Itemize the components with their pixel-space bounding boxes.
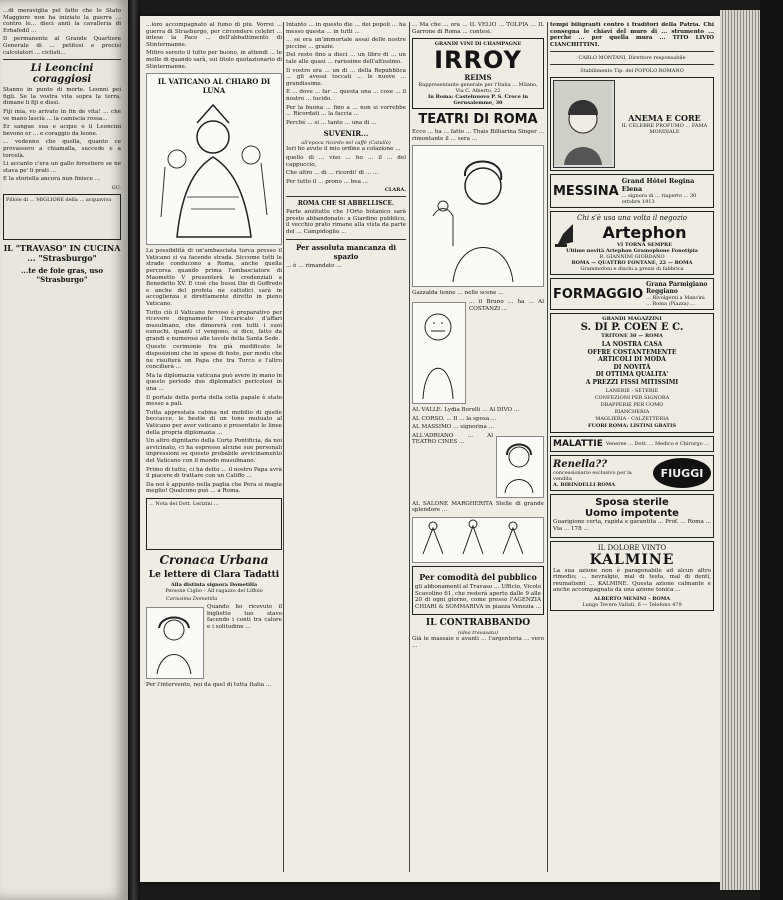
kalmine-agent: ALBERTO MENINI – ROMA bbox=[593, 595, 671, 602]
formaggio-title: FORMAGGIO bbox=[553, 286, 644, 302]
left-paragraph: ...di meraviglia pel fatto che lo Stato Maggiore non ha iniziato la guerra ... contro le... dieci anni la cavalleria di Erbafedil ... bbox=[3, 8, 121, 34]
column-rule bbox=[409, 22, 410, 872]
note-text: ... Nota del Dott. Lerizini ... bbox=[149, 500, 219, 507]
roma-text: Parte anzitutto che l'Orto botanico sarà presto abbandonato: a Giardino pubblico, il vecchio prato rimane alla vista da parte del ... Campidoglio ... bbox=[286, 209, 406, 236]
anema-portrait bbox=[553, 80, 615, 168]
feature-title: Le lettere di Clara Tadatti bbox=[148, 569, 280, 580]
feature-subtitle: Alla distinta signora Dometilla bbox=[170, 581, 258, 588]
left-page bbox=[0, 0, 128, 900]
poem-line: Per tutto il ... prono ... bea ... bbox=[286, 178, 369, 185]
actress-drawing bbox=[413, 146, 543, 284]
left-ad2-subtitle: ...te de foie gras, uso "Strasburgo" bbox=[20, 265, 104, 284]
kalmine-brand: KALMINE bbox=[589, 551, 675, 568]
irroy-line: Rappresentante generale per l'Italia ... Milano, Via C. Alberto, 22 bbox=[418, 82, 538, 95]
magazzini-top: GRANDI MAGAZZINI bbox=[602, 316, 662, 323]
roma-title: ROMA CHE SI ABBELLISCE. bbox=[297, 200, 395, 208]
column-rule bbox=[547, 22, 548, 872]
divider bbox=[550, 64, 714, 65]
anema-title: ANEMA E CORE bbox=[628, 113, 701, 124]
left-paragraph: Fiji mia, vo arivato in fin de vita! ... che ve mano lascià ... la camiscia rossa... bbox=[3, 108, 121, 122]
teatri-paragraph: ... il Bruno ... ha ... Al COSTANZI ... bbox=[469, 298, 544, 312]
formaggio-ad bbox=[550, 278, 714, 310]
clara-signature: CLARA. bbox=[384, 187, 406, 194]
contrabbando-text: Già le massaie e avanti ... l'argenteria ... vero ... bbox=[412, 636, 544, 649]
left-paragraph: Il permanente al Grande Quartiere Generale di ... petitosi e precisi calcolatori ... ciclisti... bbox=[3, 36, 121, 56]
divider bbox=[3, 59, 121, 60]
teatri-title: TEATRI DI ROMA bbox=[418, 112, 538, 128]
article-paragraph: La possibilità di un'ambasciata turca presso il Vaticano si va facendo strada. Siccome tutti le strade conducono a Roma, anche quella percorsa quando prima l'ambasciatore di Maometto V presenterà le credenziali a Benedetto XV. E cioè che bussi Dio di Goffredo e anche del profeta ne cattolici sarà in accoglienza e direttamente diretto in pieno Vaticano. bbox=[146, 248, 282, 307]
artephon-address: ROMA — QUATTRO FONTANE, 22 — ROMA bbox=[571, 260, 693, 267]
greeting: Carissima Dometilla bbox=[166, 595, 218, 602]
pubblico-box bbox=[412, 566, 544, 615]
background-right bbox=[760, 0, 783, 900]
article-paragraph: Tutta apprestata cabina nel mobilio di quelle beccacce, le bestie di un tono mutuato al Vaticano per aver vaticano e presentato le linee della propria diplomazia ... bbox=[146, 409, 282, 436]
carlo-line: CARLO MONTANI, Direttore responsabile bbox=[578, 55, 686, 62]
footer-text: ... è ... rimandato ... bbox=[286, 262, 342, 269]
magazzini-category: LANERIE - SETERIE bbox=[605, 388, 659, 395]
uomo-title: Uomo impotente bbox=[585, 508, 679, 520]
feature-paragraph: Per l'intervento, noi da quel di tutta Italia ... bbox=[146, 681, 272, 688]
dancers-illustration bbox=[412, 517, 544, 563]
fiuggi-logo: FIUGGI bbox=[653, 458, 711, 488]
article-paragraph: Primo di tutto, ci ha detto ... il nostro Papa avrà il piacere di trattare con un Califfo ... bbox=[146, 466, 282, 480]
teatri-paragraph: AL VALLE. Lydia Borelli ... Al DIVO ... bbox=[412, 406, 520, 413]
teatri-paragraph: ALL'ADRIANO ... Al TEATRO CINES ... bbox=[412, 432, 493, 446]
sposa-text: Guarigione certa, rapida e garantita ... Prof. ... Roma ... Via ... 178 ... bbox=[553, 519, 711, 532]
caricature-illustration bbox=[412, 302, 466, 404]
artephon-subtitle: VI TORNA SEMPRE bbox=[616, 241, 673, 248]
gramophone-icon bbox=[553, 222, 575, 248]
teatri-paragraph: Gazzalda tenne ... nelle scene ... bbox=[412, 290, 504, 297]
magazzini-category: MAGLIERIA - CALZETTERIA bbox=[595, 416, 669, 423]
formaggio-text: ... Rivolgersi a Mancini ... Roma (Piazza) ... bbox=[646, 295, 705, 308]
cartoon-drawing bbox=[147, 97, 279, 247]
article-paragraph: Per la buona ... fino a ... non si vorrebbe ... Ricordati ... la faccia ... bbox=[286, 104, 406, 118]
magazzini-line: OFFRE COSTANTEMENTE bbox=[587, 348, 677, 356]
artephon-chi: Chi s'è usa una volta il negozio bbox=[577, 214, 687, 223]
page-edges bbox=[720, 10, 760, 890]
left-paragraph: Er sangue sua e acque e li Leoncini bevono er ... e coraggio da leone. bbox=[3, 124, 121, 137]
contrabbando-subtitle: (idea travasata) bbox=[458, 630, 498, 637]
magazzini-line: DI NOVITÀ bbox=[613, 363, 651, 371]
magazzini-category: FUORI ROMA: LISTINI GRATIS bbox=[588, 423, 676, 430]
article-paragraph: Un altro dignitario della Corte Pontificia, da noi avvicinato, ci ha espresso alcune sue personali impressioni su questo probabile avvicinamento del Vaticano con il mondo musulmano. bbox=[146, 438, 282, 464]
left-paragraph: Li accanto c'era un gallo forestiero se ne stava pe' li prati ... bbox=[3, 161, 121, 174]
feature-subtitle-2: Persone Ciglio – All ragazzo del Liffolo bbox=[165, 587, 263, 594]
left-paragraph: Stanno in punto di morte. Leonni pei figli. Se la vostra vita sopra la terra, dimane li fiji e dissi. bbox=[3, 87, 121, 107]
article-paragraph: Il portale della porta della cella papale è stato messo a pali. bbox=[146, 394, 282, 408]
left-signature: GU. bbox=[111, 184, 121, 191]
artephon-shop: R. GIANNINI GIORDANO bbox=[599, 254, 665, 261]
article-paragraph: Queste cerimonie fra già modificato le disposizioni che in spese di feste, per modo che ne risulterà un Papa che tra Turco e l'altro concilierà ... bbox=[146, 344, 282, 371]
teatri-intro: Ecco ... ha ... fatto ... Thais Billiarina Singer ... rimontante il ... sera ... bbox=[412, 129, 544, 142]
magazzini-line: ARTICOLI DI MODA bbox=[598, 356, 666, 364]
dancers-drawing bbox=[413, 518, 543, 560]
left-ad bbox=[3, 194, 121, 240]
article-paragraph: Tutto ciò il Vaticano fervoso è preparativo per ricevere degnamente l'incaricato d'affari musulmano, che dimorerà con tutti i suoi eunuchi, quanti ci vengono, si dice, fatto da grandi e numerosi alle tavole della Santa Sede. bbox=[146, 309, 282, 342]
anema-ad bbox=[550, 77, 714, 171]
article-paragraph: Intanto ... in questo die ... dei popoli ... ha messo questa ... in tutti ... bbox=[286, 22, 406, 35]
caricature-drawing bbox=[413, 303, 463, 401]
pubblico-title: Per comodità del pubblico bbox=[419, 571, 537, 582]
left-ad2-title: IL "TRAVASO" IN CUCINA ... "Strasburgo" bbox=[3, 242, 121, 263]
malattie-ad bbox=[550, 436, 714, 452]
footer-title: Per assoluta mancanza di spazio bbox=[295, 242, 397, 261]
singer-illustration bbox=[496, 436, 544, 498]
article-paragraph: Mitiro sereito il tutto per buono, in attendi ... le molle di quando sarà, sui titolo quotazionario di Stintermanne. bbox=[146, 50, 282, 70]
article-paragraph: Ma la diplomazia vaticana può avere in mano in questo periodo due diplomatici pericolosi in una ... bbox=[146, 372, 282, 393]
sposa-title: Sposa sterile bbox=[595, 497, 669, 509]
formaggio-brand: Grana Parmigiano Reggiano bbox=[646, 281, 708, 296]
magazzini-line: DI OTTIMA QUALITA' bbox=[595, 371, 669, 379]
article-paragraph: ... se era un'immortale assai delle nostre piccine ... grazie. bbox=[286, 37, 406, 50]
teatri-paragraph: AL MASSIMO ... signorina ... bbox=[412, 424, 495, 431]
teatri-paragraph: AL CORSO. ... Il ... la sposa ... bbox=[412, 415, 497, 422]
divider bbox=[286, 196, 406, 197]
magazzini-offer bbox=[553, 341, 711, 386]
column-1 bbox=[146, 22, 282, 874]
magazzini-ad bbox=[550, 313, 714, 433]
kalmine-text: La sua azione non è paragonabile ad alcun altro rimedio; ... nevralgie, mal di testa, mal di denti, reumatismi ... KALMINE. Questa azione calmante e anche accompagnata da una azione tonica ... bbox=[553, 567, 711, 594]
article-paragraph: ...loro accompagnato al fumo di più. Vorrei ... guerra di Strasburgo, per circondere celebri ... intese la Pace ... dell'abbattimento di Stintermanne. bbox=[146, 22, 282, 48]
article-paragraph: Il vostro era ... un di ... della Repubblica ... gli avessi toccati ... le nuove ... grandissime. bbox=[286, 67, 406, 87]
note-box bbox=[146, 498, 282, 550]
renella-ad bbox=[550, 455, 714, 491]
lady-drawing bbox=[147, 608, 201, 676]
poem-line: Ieri ho avuto il mio ordine a colazione ... bbox=[286, 146, 401, 153]
irroy-city: REIMS bbox=[464, 73, 492, 83]
section-title: Cronaca Urbana bbox=[159, 552, 269, 567]
magazzini-categories bbox=[553, 388, 711, 430]
singer-drawing bbox=[497, 437, 541, 495]
renella-name: A. BIRINDELLI ROMA bbox=[553, 481, 616, 488]
irroy-ad bbox=[412, 38, 544, 109]
renella-title: Renella?? bbox=[553, 458, 608, 470]
magazzini-line: A PREZZI FISSI MITISSIMI bbox=[585, 378, 679, 386]
malattie-text: Veneree ... Dott. ... Medico e Chirurgo ... bbox=[605, 441, 710, 448]
irroy-brand: IRROY bbox=[434, 46, 522, 75]
column-3 bbox=[412, 22, 544, 874]
cartoon-title: IL VATICANO AL CHIARO DI LUNA bbox=[157, 77, 271, 96]
magazzini-category: BIANCHERIA bbox=[614, 409, 650, 416]
actress-illustration bbox=[412, 145, 544, 287]
poem-line: Che altro ... di ... ricordi! di ... ... bbox=[286, 170, 379, 177]
irroy-roma: In Roma: Castelnuovo P. S. Croce in Gerusalemme, 30 bbox=[427, 94, 529, 107]
left-paragraph: ... vedenno che quella, quanto ce provassero a chiamalla, succede e a torcelà. bbox=[3, 139, 121, 159]
article-paragraph: tempi biligranti contro i fraditori della Patria. Chi consegna le chiavi del muro di ... strumento ... perché ... per quella mura ... TITO LIVIO CIANCHITTINI. bbox=[550, 22, 714, 48]
malattie-title: MALATTIE bbox=[553, 439, 603, 450]
kalmine-ad bbox=[550, 541, 714, 611]
artephon-novita: Ultime novità Artephon Gramophone Fonotipia bbox=[566, 248, 698, 255]
book-spine bbox=[128, 0, 140, 900]
vatican-cartoon bbox=[146, 73, 282, 245]
newspaper-page bbox=[140, 16, 720, 882]
anema-subtitle: IL CELEBRE PROFUMO ... FAMA MONDIALE bbox=[621, 123, 708, 136]
poem-line: quello di ... viso ... ho ... il ... del cappuccio, bbox=[286, 154, 406, 168]
column-2 bbox=[286, 22, 406, 874]
magazzini-category: CONFEZIONI PER SIGNORA bbox=[594, 395, 670, 402]
irroy-top: GRANDI VINI DI CHAMPAGNE bbox=[434, 41, 522, 48]
contrabbando-title: IL CONTRABBANDO bbox=[425, 618, 531, 629]
kalmine-address: Lungo Tevere Vallati, 6 — Telefono 479 bbox=[582, 601, 682, 608]
article-paragraph: Da noi è appunto nella paglia che Pera si magia meglio! Qualcuno può ... a Roma. bbox=[146, 481, 282, 495]
article-paragraph: Perché ... si ... tanto ... una di ... bbox=[286, 119, 377, 126]
feature-paragraph: Quando ho ricevuto il biglietto tuo stavo facendo i conti tra calore e i solitudine ... bbox=[207, 603, 282, 630]
column-4 bbox=[550, 22, 714, 874]
left-page-column bbox=[3, 8, 121, 286]
article-paragraph: E ... dove ... far ... questa una ... cose ... il nostro ... lucido. bbox=[286, 89, 406, 102]
magazzini-category: DRAPPERIE PER UOMO bbox=[600, 402, 664, 409]
left-ad-text: Pillole di ... MIGLIORE della ... acquaviva bbox=[6, 196, 112, 203]
dolore-title: IL DOLORE VINTO bbox=[597, 543, 667, 552]
artephon-ad bbox=[550, 211, 714, 275]
renella-subtitle: concessionario esclusivo per la vendita bbox=[553, 469, 632, 482]
lady-illustration bbox=[146, 607, 204, 679]
magazzini-address: TRITONE 30 — ROMA bbox=[601, 333, 663, 340]
artephon-brand: Artephon bbox=[602, 222, 687, 242]
messina-ad bbox=[550, 174, 714, 208]
column-rule bbox=[283, 22, 284, 872]
left-heading: Li Leoncini coraggiosi bbox=[30, 63, 94, 86]
teatri-paragraph: AL SALONE MARGHERITA Stelle di grande splendore ... bbox=[412, 500, 544, 514]
portrait-drawing bbox=[554, 81, 612, 165]
article-paragraph: Del resto fino a dieci ... un libro di ... un tale alle quasi ... rarissime dell'altissimo. bbox=[286, 52, 406, 65]
messina-brand: MESSINA bbox=[553, 183, 619, 199]
divider bbox=[286, 239, 406, 240]
messina-hotel: Grand Hôtel Regina Elena bbox=[621, 177, 695, 194]
magazzini-line: LA NOSTRA CASA bbox=[601, 341, 663, 349]
poem-title: SUVENIR... bbox=[323, 129, 369, 139]
poem-subtitle: all'epoca ricordo nel caffè (Catullo) bbox=[301, 140, 391, 147]
left-paragraph: E la storiella ancora nun finisce ... bbox=[3, 176, 101, 183]
messina-text: ... signora di ... riaperto ... 30 ottobre 1913 bbox=[621, 193, 697, 206]
article-paragraph: ... Ma che ... ora ... IL VELIO ... TOLPIA ... IL Garrone di Roma ... contesi. bbox=[412, 22, 544, 35]
magazzini-brand: S. DI P. COEN E C. bbox=[580, 322, 684, 334]
stabilimento-line: Stabilimento Tip. del POPOLO ROMANO bbox=[580, 68, 684, 75]
sposa-ad bbox=[550, 494, 714, 537]
artephon-hours: Grammofoni e dischi a prezzi di fabbrica bbox=[580, 266, 684, 273]
divider bbox=[550, 51, 714, 52]
pubblico-text: gli abbonamenti al Travaso ... Ufficio, Vicolo Scavolino 61, che resterà aperto dalle 9 alle 20 di ogni giorno, come presso l'AGENZIA CHIARI & SOMMARIVA in piazza Venezia ... bbox=[415, 583, 541, 610]
